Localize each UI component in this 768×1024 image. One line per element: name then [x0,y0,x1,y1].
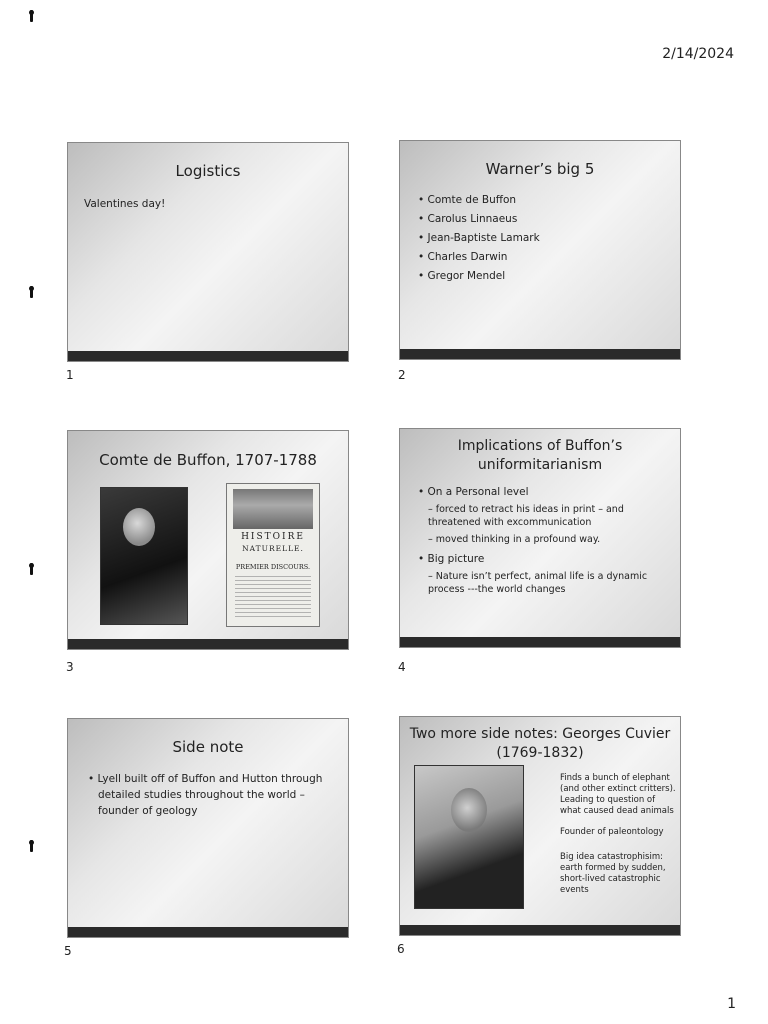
page-number: 1 [727,996,736,1012]
bullet-list [86,771,326,819]
slide-body: Valentines day! [84,198,166,210]
slide-footer [68,927,348,937]
book-title: HISTOIRE [241,532,305,542]
slide-side-note [67,718,349,938]
slide-implications [399,428,681,648]
slide-georges-cuvier [399,716,681,936]
slide-number: 5 [64,944,72,958]
note: Big idea catastrophisim: earth formed by sudden, short-lived catastrophic events [560,852,666,895]
binder-mark [30,840,33,852]
list-item: • Jean-Baptiste Lamark [428,229,540,248]
slide-title [400,725,680,763]
slide-number: 4 [398,660,406,674]
sub-item: – moved thinking in a profound way. [428,534,601,545]
slide-number: 1 [66,368,74,382]
slide-title: Comte de Buffon, 1707-1788 [99,451,317,469]
slide-logistics [67,142,349,362]
sub-item: – forced to retract his ideas in print – and threatened with excommunication [428,504,624,528]
binder-mark [30,563,33,575]
list-item: • Big picture [428,550,666,569]
list-item: • Comte de Buffon [428,191,540,210]
list-item: • Charles Darwin [428,248,540,267]
cuvier-portrait [414,765,524,909]
slide-number: 6 [397,942,405,956]
title-line: Implications of Buffon’s [457,438,623,454]
slide-title: Side note [172,738,244,756]
slide-comte-de-buffon [67,430,349,650]
slide-footer [68,639,348,649]
binder-mark [30,286,33,298]
slide-number: 2 [398,368,406,382]
bullet-list [416,483,666,600]
list-item: • Gregor Mendel [428,267,540,286]
cuvier-notes [560,773,678,906]
list-item: • Carolus Linnaeus [428,210,540,229]
slide-title: Warner’s big 5 [485,160,595,178]
histoire-naturelle-page [226,483,320,627]
date-header: 2/14/2024 [662,46,734,62]
slide-footer [400,637,680,647]
bullet-list [416,191,540,286]
title-line: (1769-1832) [496,745,584,761]
sub-item: – Nature isn’t perfect, animal life is a dynamic process ---the world changes [428,571,648,595]
slide-title [400,437,680,475]
book-section: PREMIER DISCOURS. [235,563,311,571]
list-item: • On a Personal level [428,483,666,502]
note: Finds a bunch of elephant (and other extinct critters). Leading to question of what caused dead animals [560,773,676,816]
binder-mark [30,10,33,22]
book-subtitle: NATURELLE. [242,544,304,553]
note: Founder of paleontology [560,827,664,837]
slide-title: Logistics [175,162,241,180]
title-line: Two more side notes: Georges Cuvier [409,726,671,742]
buffon-portrait [100,487,188,625]
title-line: uniformitarianism [477,457,603,473]
slide-footer [400,349,680,359]
list-item: • Lyell built off of Buffon and Hutton through detailed studies throughout the world – founder of geology [98,771,326,819]
slide-footer [68,351,348,361]
slide-number: 3 [66,660,74,674]
slide-footer [400,925,680,935]
slide-warners-big-5 [399,140,681,360]
